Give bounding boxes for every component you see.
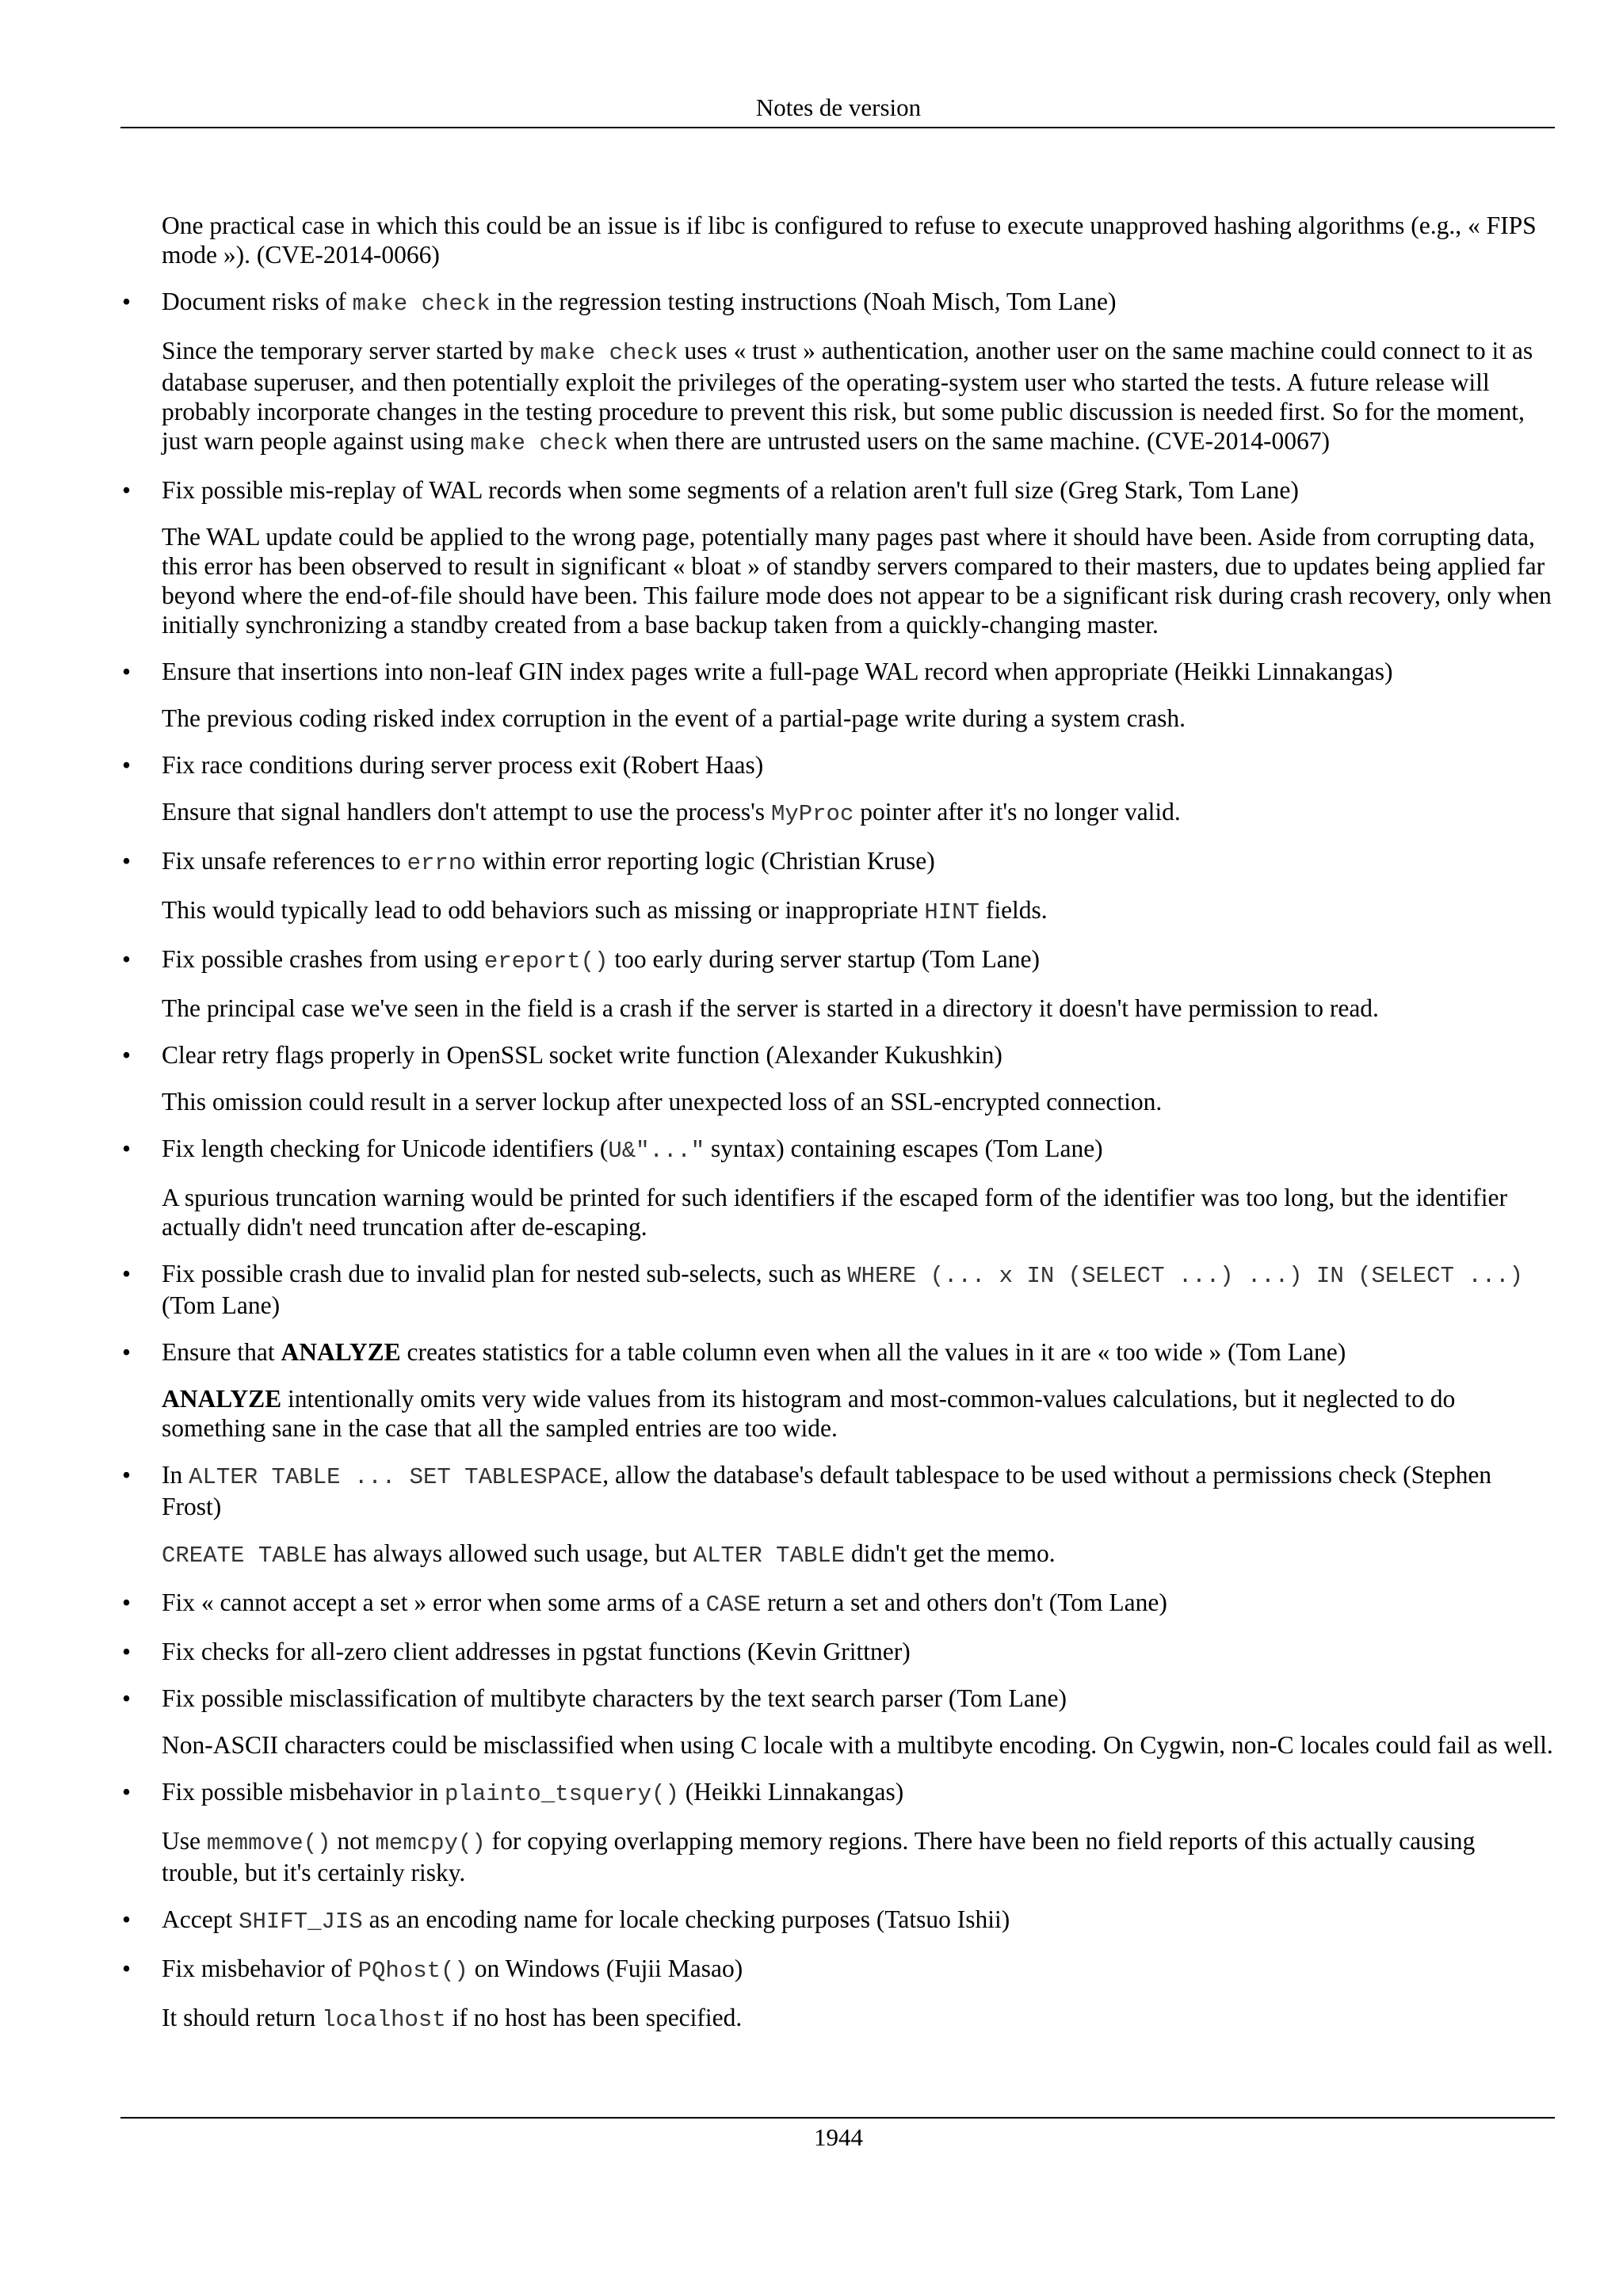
bullet-icon: •: [122, 1041, 132, 1069]
page-header: Notes de version: [755, 93, 922, 121]
list-item: [120, 1954, 1556, 2035]
list-item: [120, 1684, 1556, 1760]
list-item: [120, 657, 1556, 733]
item-title: Fix possible misclassification of multibyte characters by the text search parser (Tom Lane): [162, 1684, 1067, 1712]
bullet-icon: •: [122, 1684, 132, 1712]
item-description: It should return localhost if no host has been specified.: [162, 2004, 743, 2033]
list-item: [120, 1040, 1556, 1116]
page-number: 1944: [814, 2123, 863, 2151]
list-item: [120, 1588, 1556, 1619]
bullet-icon: •: [122, 847, 132, 875]
bullet-icon: •: [122, 1955, 132, 1982]
list-item: [120, 1134, 1556, 1241]
item-title: Fix possible crash due to invalid plan for nested sub-selects, such as WHERE (... x IN (SELECT ...) ...) IN (SELECT ...) (Tom Lane): [162, 1260, 1523, 1319]
item-title: Fix race conditions during server process exit (Robert Haas): [162, 751, 764, 779]
item-title: Fix length checking for Unicode identifiers (U&"..." syntax) containing escapes (Tom Lane): [162, 1135, 1103, 1164]
item-title: Fix possible mis-replay of WAL records when some segments of a relation aren't full size (Greg Stark, Tom Lane): [162, 476, 1299, 504]
bullet-icon: •: [122, 1638, 132, 1665]
list-item: [120, 1460, 1556, 1570]
item-title: Fix possible misbehavior in plainto_tsquery() (Heikki Linnakangas): [162, 1778, 904, 1807]
item-title: Ensure that insertions into non-leaf GIN index pages write a full-page WAL record when appropriate (Heikki Linnakangas): [162, 658, 1393, 685]
bullet-icon: •: [122, 1135, 132, 1162]
list-item: [120, 1337, 1556, 1443]
list-item: [120, 1259, 1556, 1320]
item-description: Ensure that signal handlers don't attempt to use the process's MyProc pointer after it's no longer valid.: [162, 798, 1181, 827]
list-item: [120, 1777, 1556, 1887]
item-description: Since the temporary server started by make check uses « trust » authentication, another user on the same machine could connect to it as database superuser, and then potentially exploit the privileges of the operating-system user who started the tests. A future release will probably incorporate changes in the testing procedure to prevent this risk, but some public discussion is needed first. So for the moment, just warn people against using make check when there are untrusted users on the same machine. (CVE-2014-0067): [162, 337, 1533, 456]
item-description: This would typically lead to odd behaviors such as missing or inappropriate HINT fields.: [162, 896, 1048, 925]
footer-rule: [120, 2117, 1555, 2119]
bullet-icon: •: [122, 288, 132, 315]
item-description: This omission could result in a server lockup after unexpected loss of an SSL-encrypted connection.: [162, 1088, 1163, 1116]
item-description: A spurious truncation warning would be printed for such identifiers if the escaped form of the identifier was too long, but the identifier actually didn't need truncation after de-escaping.: [162, 1184, 1507, 1241]
bullet-icon: •: [122, 945, 132, 973]
intro-paragraph: One practical case in which this could be an issue is if libc is configured to refuse to execute unapproved hashing algorithms (e.g., « FIPS mode »). (CVE-2014-0066): [162, 212, 1537, 269]
item-description: The principal case we've seen in the field is a crash if the server is started in a directory it doesn't have permission to read.: [162, 994, 1379, 1022]
bullet-icon: •: [122, 1778, 132, 1806]
bullet-icon: •: [122, 476, 132, 504]
item-title: Clear retry flags properly in OpenSSL socket write function (Alexander Kukushkin): [162, 1041, 1002, 1069]
bullet-icon: •: [122, 658, 132, 685]
item-title: Fix misbehavior of PQhost() on Windows (Fujii Masao): [162, 1955, 743, 1984]
release-notes-body: [120, 211, 1556, 2052]
item-title: Document risks of make check in the regression testing instructions (Noah Misch, Tom Lane): [162, 288, 1117, 317]
list-item: [120, 846, 1556, 927]
list-item: [120, 944, 1556, 1023]
item-description: CREATE TABLE has always allowed such usage, but ALTER TABLE didn't get the memo.: [162, 1539, 1056, 1569]
list-item: [120, 475, 1556, 639]
bullet-icon: •: [122, 751, 132, 779]
item-title: Fix checks for all-zero client addresses in pgstat functions (Kevin Grittner): [162, 1638, 911, 1665]
item-title: Fix possible crashes from using ereport() too early during server startup (Tom Lane): [162, 945, 1040, 974]
list-item: [120, 1637, 1556, 1666]
item-description: Use memmove() not memcpy() for copying overlapping memory regions. There have been no field reports of this actually causing trouble, but it's certainly risky.: [162, 1827, 1476, 1886]
release-notes-list: [120, 287, 1556, 2035]
bullet-icon: •: [122, 1260, 132, 1287]
header-rule: [120, 127, 1555, 128]
bullet-icon: •: [122, 1338, 132, 1366]
item-title: Accept SHIFT_JIS as an encoding name for locale checking purposes (Tatsuo Ishii): [162, 1905, 1010, 1935]
item-title: In ALTER TABLE ... SET TABLESPACE, allow the database's default tablespace to be used without a permissions check (Stephen Frost): [162, 1461, 1492, 1520]
list-item: [120, 287, 1556, 458]
bullet-icon: •: [122, 1589, 132, 1616]
list-item: [120, 1905, 1556, 1936]
item-title: Fix « cannot accept a set » error when some arms of a CASE return a set and others don't (Tom Lane): [162, 1589, 1167, 1618]
item-description: The previous coding risked index corruption in the event of a partial-page write during a system crash.: [162, 704, 1186, 732]
item-description: The WAL update could be applied to the wrong page, potentially many pages past where it should have been. Aside from corrupting data, this error has been observed to result in significant « bloat » of standby servers compared to their masters, due to updates being applied far beyond where the end-of-file should have been. This failure mode does not appear to be a significant risk during crash recovery, only when initially synchronizing a standby created from a base backup taken from a quickly-changing master.: [162, 523, 1552, 639]
item-description: Non-ASCII characters could be misclassified when using C locale with a multibyte encoding. On Cygwin, non-C locales could fail as well.: [162, 1731, 1553, 1759]
item-title: Ensure that ANALYZE creates statistics for a table column even when all the values in it are « too wide » (Tom Lane): [162, 1338, 1346, 1366]
item-title: Fix unsafe references to errno within error reporting logic (Christian Kruse): [162, 847, 935, 876]
bullet-icon: •: [122, 1461, 132, 1489]
list-item: [120, 750, 1556, 829]
bullet-icon: •: [122, 1905, 132, 1933]
item-description: ANALYZE intentionally omits very wide values from its histogram and most-common-values calculations, but it neglected to do something sane in the case that all the sampled entries are too wide.: [162, 1385, 1456, 1442]
